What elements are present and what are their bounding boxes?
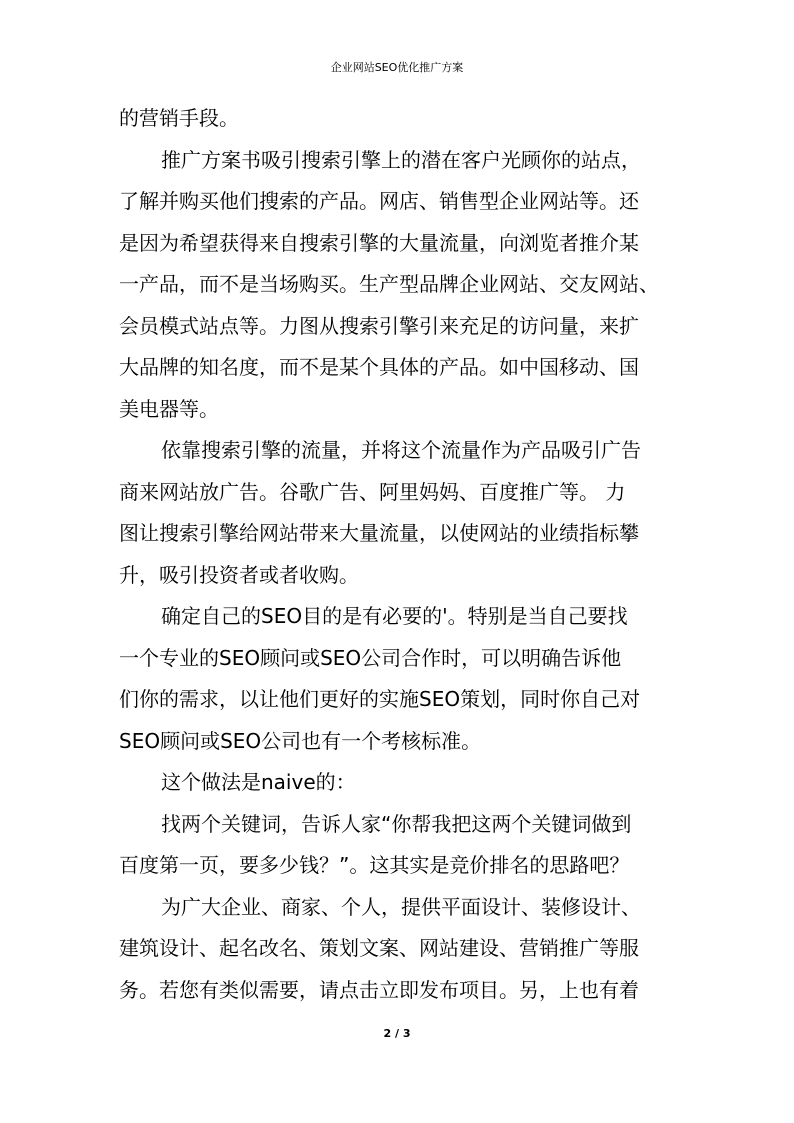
body-line: 会员模式站点等。力图从搜索引擎引来充足的访问量，来扩 bbox=[119, 313, 639, 338]
body-line: 依靠搜索引擎的流量，并将这个流量作为产品吸引广告 bbox=[161, 438, 641, 462]
body-line: 为广大企业、商家、个人，提供平面设计、装修设计、 bbox=[161, 894, 641, 919]
body-line: 找两个关键词，告诉人家“你帮我把这两个关键词做到 bbox=[161, 811, 632, 836]
body-line: 了解并购买他们搜索的产品。网店、销售型企业网站等。还 bbox=[119, 189, 639, 213]
body-line: 升，吸引投资者或者收购。 bbox=[119, 562, 359, 587]
body-line: 推广方案书吸引搜索引擎上的潜在客户光顾你的站点， bbox=[161, 147, 641, 172]
body-line: 美电器等。 bbox=[119, 396, 219, 421]
body-line: SEO顾问或SEO公司也有一个考核标准。 bbox=[119, 728, 482, 753]
body-line: 们你的需求，以让他们更好的实施SEO策划，同时你自己对 bbox=[119, 687, 641, 711]
body-line: 图让搜索引擎给网站带来大量流量，以使网站的业绩指标攀 bbox=[119, 521, 639, 545]
body-line: 确定自己的SEO目的是有必要的'。特别是当自己要找 bbox=[161, 604, 628, 628]
body-line: 是因为希望获得来自搜索引擎的大量流量，向浏览者推介某 bbox=[119, 230, 639, 255]
body-line: 建筑设计、起名改名、策划文案、网站建设、营销推广等服 bbox=[119, 936, 639, 960]
body-line: 这个做法是naive的： bbox=[161, 770, 356, 794]
body-line: 一个专业的SEO顾问或SEO公司合作时，可以明确告诉他 bbox=[119, 645, 622, 670]
body-line: 商来网站放广告。谷歌广告、阿里妈妈、百度推广等。 力 bbox=[119, 479, 626, 504]
body-line: 大品牌的知名度，而不是某个具体的产品。如中国移动、国 bbox=[119, 355, 639, 379]
body-line: 百度第一页，要多少钱？”。这其实是竞价排名的思路吧？ bbox=[119, 853, 630, 877]
body-line: 务。若您有类似需要，请点击立即发布项目。另，上也有着 bbox=[119, 977, 639, 1002]
document-body bbox=[119, 98, 679, 1011]
page-header: 企业网站SEO优化推广方案 bbox=[330, 61, 464, 74]
body-line: 一产品，而不是当场购买。生产型品牌企业网站、交友网站、 bbox=[119, 272, 659, 296]
page-number: 2 / 3 bbox=[383, 1027, 411, 1040]
body-line: 的营销手段。 bbox=[119, 106, 239, 130]
